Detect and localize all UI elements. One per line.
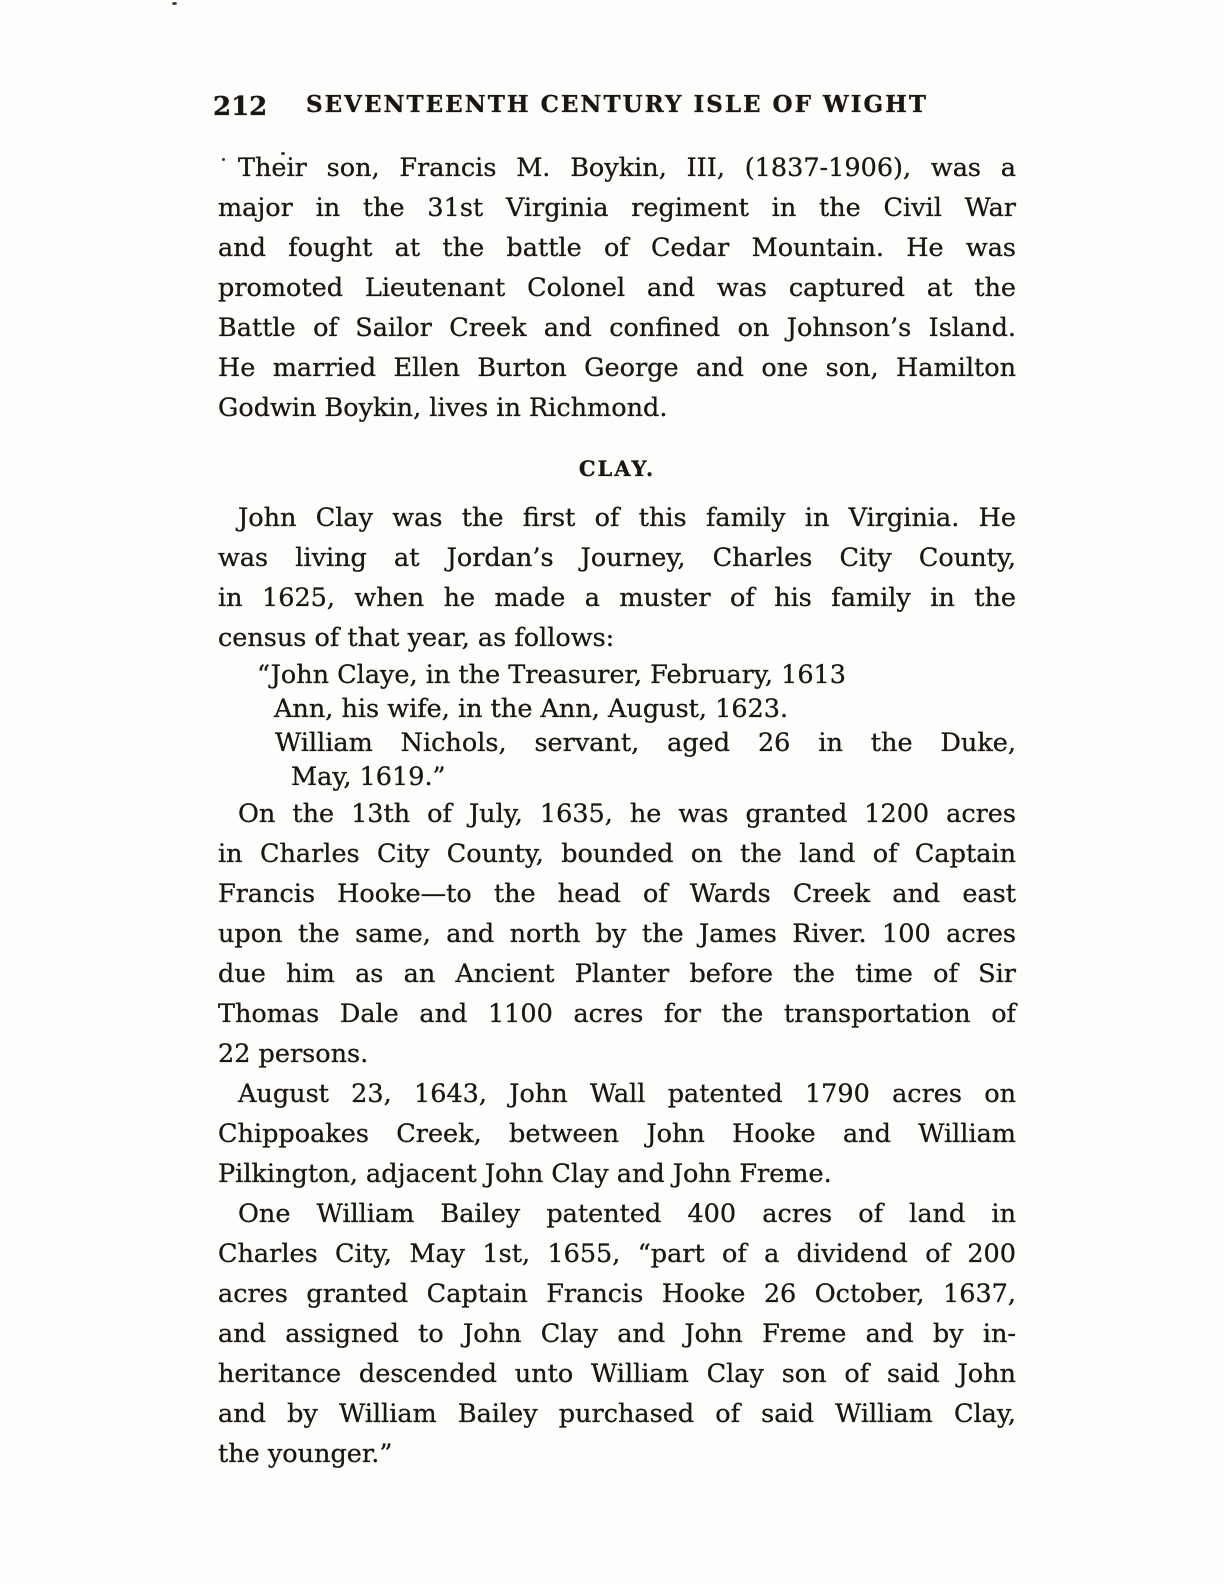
text-line: census of that year, as follows: bbox=[218, 623, 615, 653]
text-line: heritance descended unto William Clay son of said John bbox=[218, 1359, 1016, 1389]
section-heading-clay: CLAY. bbox=[578, 456, 656, 481]
text-line: Chippoakes Creek, between John Hooke and William bbox=[218, 1119, 1016, 1149]
text-line: Francis Hooke—to the head of Wards Creek and east bbox=[218, 879, 1016, 909]
text-line: and assigned to John Clay and John Freme and by in- bbox=[218, 1319, 1016, 1349]
text-line: Thomas Dale and 1100 acres for the transportation of bbox=[218, 999, 1016, 1029]
running-title: SEVENTEENTH CENTURY ISLE OF WIGHT bbox=[306, 91, 928, 118]
text-line: “John Claye, in the Treasurer, February, 1613 bbox=[257, 660, 847, 690]
text-line: in 1625, when he made a muster of his family in the bbox=[218, 583, 1016, 613]
paragraph-john-wall bbox=[218, 1074, 1016, 1194]
text-line: He married Ellen Burton George and one son, Hamilton bbox=[218, 353, 1016, 383]
paragraph-william-bailey bbox=[218, 1194, 1016, 1474]
text-line: Pilkington, adjacent John Clay and John Freme. bbox=[218, 1159, 832, 1189]
text-line: and by William Bailey purchased of said William Clay, bbox=[218, 1399, 1016, 1429]
text-line: 22 persons. bbox=[218, 1039, 369, 1069]
blockquote-muster bbox=[218, 658, 1016, 794]
text-line: Their son, Francis M. Boykin, III, (1837-1906), was a bbox=[238, 153, 1016, 183]
text-line: John Clay was the first of this family in Virginia. He bbox=[238, 503, 1016, 533]
text-line: Godwin Boykin, lives in Richmond. bbox=[218, 393, 668, 423]
text-line: On the 13th of July, 1635, he was granted 1200 acres bbox=[238, 799, 1016, 829]
text-line: the younger.” bbox=[218, 1439, 393, 1469]
text-line: upon the same, and north by the James River. 100 acres bbox=[218, 919, 1016, 949]
text-line: May, 1619.” bbox=[291, 762, 446, 792]
text-line: was living at Jordan’s Journey, Charles City County, bbox=[218, 543, 1016, 573]
text-line: major in the 31st Virginia regiment in the Civil War bbox=[218, 193, 1016, 223]
text-line: One William Bailey patented 400 acres of land in bbox=[238, 1199, 1016, 1229]
paragraph-boykin bbox=[218, 148, 1016, 428]
text-line: promoted Lieutenant Colonel and was captured at the bbox=[218, 273, 1016, 303]
text-line: Charles City, May 1st, 1655, “part of a dividend of 200 bbox=[218, 1239, 1016, 1269]
text-line: Battle of Sailor Creek and confined on Johnson’s Island. bbox=[218, 313, 1016, 343]
paragraph-clay-intro bbox=[218, 498, 1016, 658]
page-number: 212 bbox=[213, 92, 268, 122]
page-column bbox=[213, 88, 1016, 1474]
page-header bbox=[213, 88, 1016, 122]
text-line: in Charles City County, bounded on the land of Captain bbox=[218, 839, 1016, 869]
text-line: Ann, his wife, in the Ann, August, 1623. bbox=[274, 694, 789, 724]
scan-speck bbox=[172, 2, 177, 5]
text-line: due him as an Ancient Planter before the time of Sir bbox=[218, 959, 1016, 989]
body-text bbox=[218, 148, 1016, 1474]
text-line: and fought at the battle of Cedar Mountain. He was bbox=[218, 233, 1016, 263]
paragraph-land-grant bbox=[218, 794, 1016, 1074]
text-line: William Nichols, servant, aged 26 in the Duke, bbox=[275, 728, 1016, 758]
text-line: August 23, 1643, John Wall patented 1790 acres on bbox=[238, 1079, 1016, 1109]
text-line: acres granted Captain Francis Hooke 26 October, 1637, bbox=[218, 1279, 1016, 1309]
